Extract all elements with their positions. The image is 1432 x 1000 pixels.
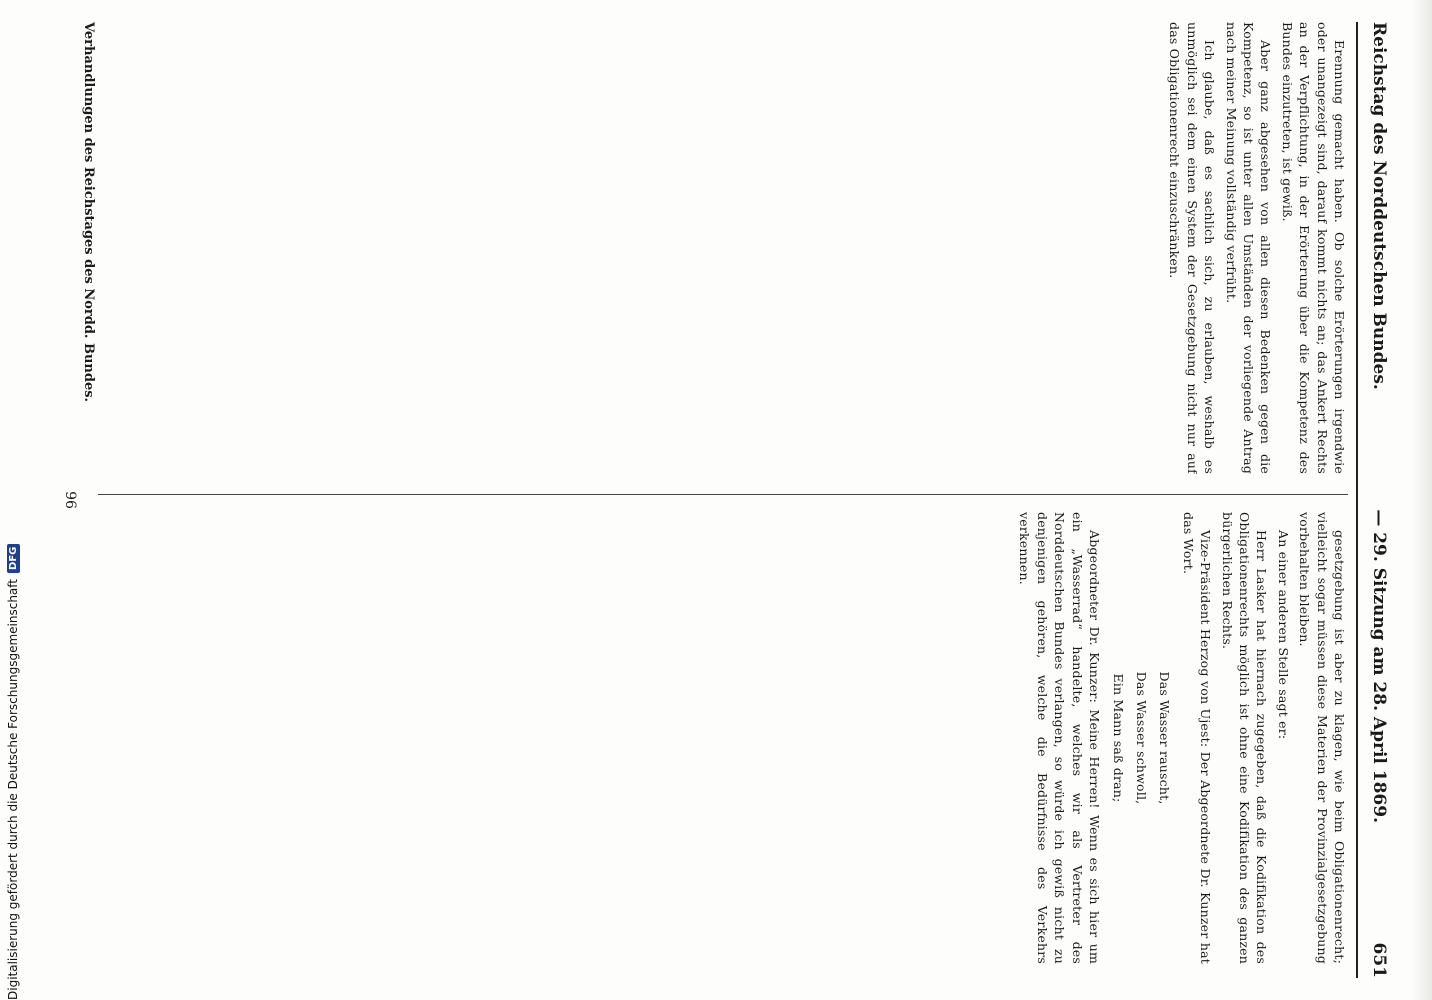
header-left: Reichstag des Norddeutschen Bundes. xyxy=(1369,22,1389,390)
header-page-number: 651 xyxy=(1369,942,1389,978)
scan-edge-shadow xyxy=(1412,0,1432,1000)
footer-line: Verhandlungen des Reichstages des Nordd. Bundes. xyxy=(81,22,96,403)
running-header xyxy=(1362,22,1396,978)
verse-line: Das Wasser schwoll, xyxy=(1133,671,1149,805)
dfg-logo-icon: DFG xyxy=(7,544,20,573)
right-paragraph: gesetzgebung ist aber zu klagen, wie beim Obligationenrecht; vielleicht sogar müssen diese Materien der Provinzialgesetzgebung vorbehalten bleiben. xyxy=(1297,512,1347,964)
verse-line: Ein Mann saß dran; xyxy=(1110,673,1126,803)
right-paragraph: Abgeordneter Dr. Kunzer: Meine Herren! Wenn es sich hier um ein „Wasserrad“ handelte, welches wir als Vertreter des Norddeutschen Bundes verlangen, so würde ich gewiß nicht zu denjenigen gehören, welche die Bedürfnisse des Verkehrs verkennen. xyxy=(1017,512,1103,964)
verse-line: Das Wasser rauscht, xyxy=(1157,671,1173,805)
rotated-document-page xyxy=(36,22,1396,978)
left-paragraph: Erennung gemacht haben. Ob solche Erörterungen irgendwie oder unangezeigt sind, darauf kommt nichts an; das Ankert Rechts an der Verpflichtung, in der Erörterung über die Kompetenz des Bundes einzutreten, ist gewiß. xyxy=(1279,22,1347,474)
credit-text: Digitalisierung gefördert durch die Deutsche Forschungsgemeinschaft xyxy=(6,578,20,1000)
header-rule xyxy=(1356,22,1358,978)
header-right: — 29. Sitzung am 28. April 1869. xyxy=(1369,509,1389,824)
right-paragraph: Vize-Präsident Herzog von Ujest: Der Abgeordnete Dr. Kunzer hat das Wort. xyxy=(1180,512,1214,964)
digitization-credit xyxy=(2,0,24,1000)
right-paragraph: An einer anderen Stelle sagt er: xyxy=(1275,530,1291,740)
left-paragraph: Aber ganz abgesehen von allen diesen Bedenken gegen die Kompetenz, so ist unter allen Umständen der vorliegende Antrag nach meiner Meinung vollständig verfrüht. xyxy=(1223,22,1274,474)
left-column xyxy=(98,22,1348,474)
right-column xyxy=(98,512,1348,964)
left-paragraph: Ich glaube, daß es sachlich sich, zu erlauben, weshalb es unmöglich sei dem einen System der Gesetzgebung nicht nur auf das Obligationenrecht einzuschränken. xyxy=(1167,22,1218,474)
page-number: 96 xyxy=(62,491,78,509)
right-paragraph: Herr Lasker hat hiernach zugegeben, daß die Kodifikation des Obligationenrechts möglich ist ohne eine Kodifikation des ganzen bürgerlichen Rechts. xyxy=(1219,512,1270,964)
column-divider xyxy=(98,494,1348,495)
